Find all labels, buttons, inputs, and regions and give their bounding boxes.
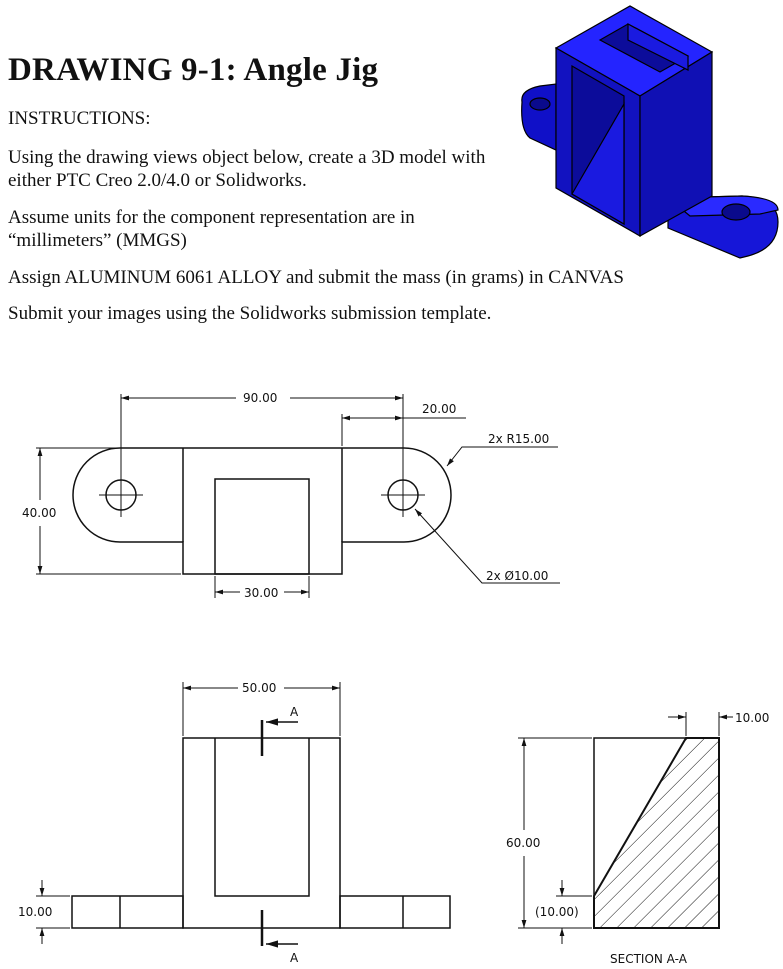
dim-end-offset: 20.00 [422, 402, 457, 416]
dim-section-base-ref: (10.00) [535, 905, 579, 919]
section-label-bottom: A [290, 951, 299, 965]
hatched-wedge [594, 738, 719, 928]
slot-outline [215, 479, 309, 574]
section-a-a-view [594, 738, 719, 928]
top-view-dimensions [36, 394, 560, 598]
front-view [72, 738, 450, 928]
isometric-model-image [522, 6, 778, 258]
document-title: DRAWING 9-1: Angle Jig [8, 52, 379, 88]
dim-slot-width: 30.00 [244, 586, 279, 600]
dim-radius-note: 2x R15.00 [488, 432, 550, 446]
dim-hole-spacing: 90.00 [243, 391, 278, 405]
instruction-paragraph-4: Submit your images using the Solidworks submission template. [8, 303, 492, 324]
instruction-paragraph-2: Assume units for the component representation are in “millimeters” (MMGS) [8, 207, 415, 251]
section-label-top: A [290, 705, 299, 719]
instructions-heading: INSTRUCTIONS: [8, 108, 151, 129]
dim-section-height: 60.00 [506, 836, 541, 850]
dim-section-top-offset: 10.00 [735, 711, 770, 725]
dim-front-width: 50.00 [242, 681, 277, 695]
dim-hole-note: 2x Ø10.00 [486, 569, 549, 583]
dim-base-thickness: 10.00 [18, 905, 53, 919]
front-view-dimensions [36, 682, 340, 946]
section-caption: SECTION A-A [610, 952, 687, 966]
top-view-outline [73, 448, 451, 574]
top-view [73, 448, 451, 574]
instruction-paragraph-3: Assign ALUMINUM 6061 ALLOY and submit the mass (in grams) in CANVAS [8, 267, 624, 288]
dim-height-40: 40.00 [22, 506, 57, 520]
instruction-paragraph-1: Using the drawing views object below, create a 3D model with either PTC Creo 2.0/4.0 or Solidworks. [8, 147, 486, 191]
